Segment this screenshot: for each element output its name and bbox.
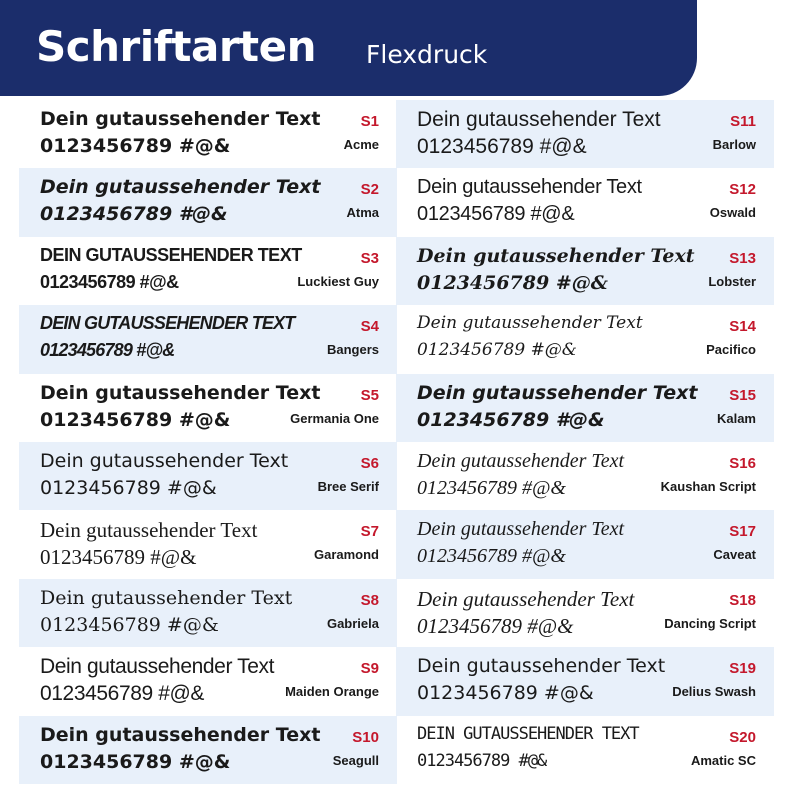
sample-text: Dein gutaussehender Text — [417, 449, 625, 472]
sample-digits: 0123456789 #@& — [40, 750, 231, 773]
sample-text: Dein gutaussehender Text — [417, 518, 625, 541]
sample-text: Dein gutaussehender Text — [40, 518, 258, 543]
sample-text: DEIN GUTAUSSEHENDER TEXT — [40, 244, 302, 265]
sample-text: Dein gutaussehender Text — [40, 449, 289, 472]
font-name: Seagull — [332, 752, 379, 768]
font-sample-s8 — [19, 579, 397, 647]
sample-digits: 0123456789 #@& — [417, 408, 605, 431]
font-code: S16 — [729, 454, 756, 472]
sample-digits: 0123456789 #@& — [417, 271, 608, 294]
font-sample-s18 — [396, 579, 774, 647]
font-sample-s2 — [19, 168, 397, 236]
font-name: Amatic SC — [690, 752, 756, 768]
header-banner — [0, 0, 697, 96]
font-sample-s5 — [19, 374, 397, 442]
sample-digits: 0123456789 #@& — [417, 340, 577, 361]
sample-digits: 0123456789 #@& — [40, 545, 197, 570]
sample-text: DEIN GUTAUSSEHENDER TEXT — [417, 723, 639, 744]
font-code: S2 — [360, 181, 379, 199]
sample-text: Dein gutaussehender Text — [417, 244, 695, 267]
font-code: S3 — [360, 249, 379, 267]
font-sample-s14 — [396, 305, 774, 373]
page-subtitle: Flexdruck — [366, 40, 488, 69]
sample-text: DEIN GUTAUSSEHENDER TEXT — [40, 313, 295, 334]
font-code: S1 — [360, 113, 379, 130]
font-sample-s13 — [396, 237, 774, 305]
font-sample-s7 — [19, 510, 397, 578]
sample-digits: 0123456789 #@& — [40, 203, 228, 226]
font-code: S8 — [360, 591, 379, 609]
font-name: Luckiest Guy — [297, 273, 379, 289]
font-sample-s16 — [396, 442, 774, 510]
font-sample-s11 — [396, 100, 774, 168]
font-name: Atma — [346, 205, 379, 221]
font-sample-s12 — [396, 168, 774, 236]
font-code: S20 — [729, 728, 756, 746]
font-code: S12 — [729, 181, 756, 199]
sample-text: Dein gutaussehender Text — [417, 655, 666, 678]
font-name: Lobster — [708, 273, 756, 289]
font-name: Dancing Script — [664, 615, 756, 631]
font-code: S14 — [729, 318, 756, 336]
sample-digits: 0123456789 #@& — [417, 682, 594, 705]
font-name: Germania One — [290, 410, 379, 426]
font-code: S5 — [360, 386, 379, 404]
sample-text: Dein gutaussehender Text — [40, 723, 321, 746]
font-name: Bangers — [326, 342, 379, 358]
font-sample-s10 — [19, 716, 397, 784]
font-name: Garamond — [313, 547, 379, 563]
font-sample-s9 — [19, 647, 397, 715]
sample-digits: 0123456789 #@& — [40, 271, 179, 292]
font-code: S19 — [729, 660, 756, 678]
font-name: Kaushan Script — [660, 478, 756, 494]
font-list-left — [19, 100, 397, 784]
font-name: Caveat — [713, 547, 756, 563]
sample-text: Dein gutaussehender Text — [417, 586, 635, 611]
font-code: S13 — [729, 249, 756, 267]
font-sample-s1 — [19, 100, 397, 168]
sample-digits: 0123456789 #@& — [40, 408, 231, 431]
font-name: Maiden Orange — [285, 684, 379, 700]
sample-digits: 0123456789 #@& — [417, 750, 547, 771]
font-code: S10 — [352, 728, 379, 746]
font-name: Barlow — [712, 137, 756, 152]
sample-digits: 0123456789 #@& — [40, 340, 175, 361]
font-sample-s3 — [19, 237, 397, 305]
font-sample-s19 — [396, 647, 774, 715]
font-code: S9 — [360, 660, 379, 678]
sample-text: Dein gutaussehender Text — [417, 313, 643, 334]
font-name: Kalam — [716, 410, 756, 426]
font-code: S15 — [729, 386, 756, 404]
font-name: Pacifico — [706, 342, 756, 358]
sample-digits: 0123456789 #@& — [40, 135, 231, 157]
sample-text: Dein gutaussehender Text — [40, 176, 321, 199]
page-title: Schriftarten — [36, 22, 317, 71]
font-name: Acme — [343, 137, 379, 152]
sample-digits: 0123456789 #@& — [417, 203, 575, 226]
font-code: S4 — [360, 318, 379, 336]
font-code: S6 — [360, 454, 379, 472]
sample-digits: 0123456789 #@& — [40, 613, 219, 636]
sample-text: Dein gutaussehender Text — [40, 586, 293, 609]
font-sample-s17 — [396, 510, 774, 578]
sample-digits: 0123456789 #@& — [417, 135, 587, 158]
sample-text: Dein gutaussehender Text — [40, 655, 275, 679]
sample-text: Dein gutaussehender Text — [40, 381, 321, 404]
font-code: S11 — [730, 113, 756, 130]
sample-text: Dein gutaussehender Text — [40, 108, 321, 130]
sample-digits: 0123456789 #@& — [40, 682, 205, 706]
font-sample-s20 — [396, 716, 774, 784]
font-sample-s6 — [19, 442, 397, 510]
sample-digits: 0123456789 #@& — [417, 545, 566, 568]
sample-digits: 0123456789 #@& — [417, 613, 574, 638]
sample-text: Dein gutaussehender Text — [417, 176, 642, 199]
font-name: Delius Swash — [672, 684, 756, 700]
font-sample-s4 — [19, 305, 397, 373]
font-code: S7 — [360, 523, 379, 541]
font-name: Bree Serif — [317, 478, 379, 494]
font-code: S17 — [729, 523, 756, 541]
font-list-right — [396, 100, 774, 784]
sample-digits: 0123456789 #@& — [417, 476, 566, 499]
font-code: S18 — [729, 591, 756, 609]
sample-text: Dein gutaussehender Text — [417, 108, 661, 131]
font-sample-s15 — [396, 374, 774, 442]
sample-digits: 0123456789 #@& — [40, 476, 217, 499]
font-name: Gabriela — [326, 615, 379, 631]
sample-text: Dein gutaussehender Text — [417, 381, 698, 404]
font-name: Oswald — [709, 205, 756, 221]
